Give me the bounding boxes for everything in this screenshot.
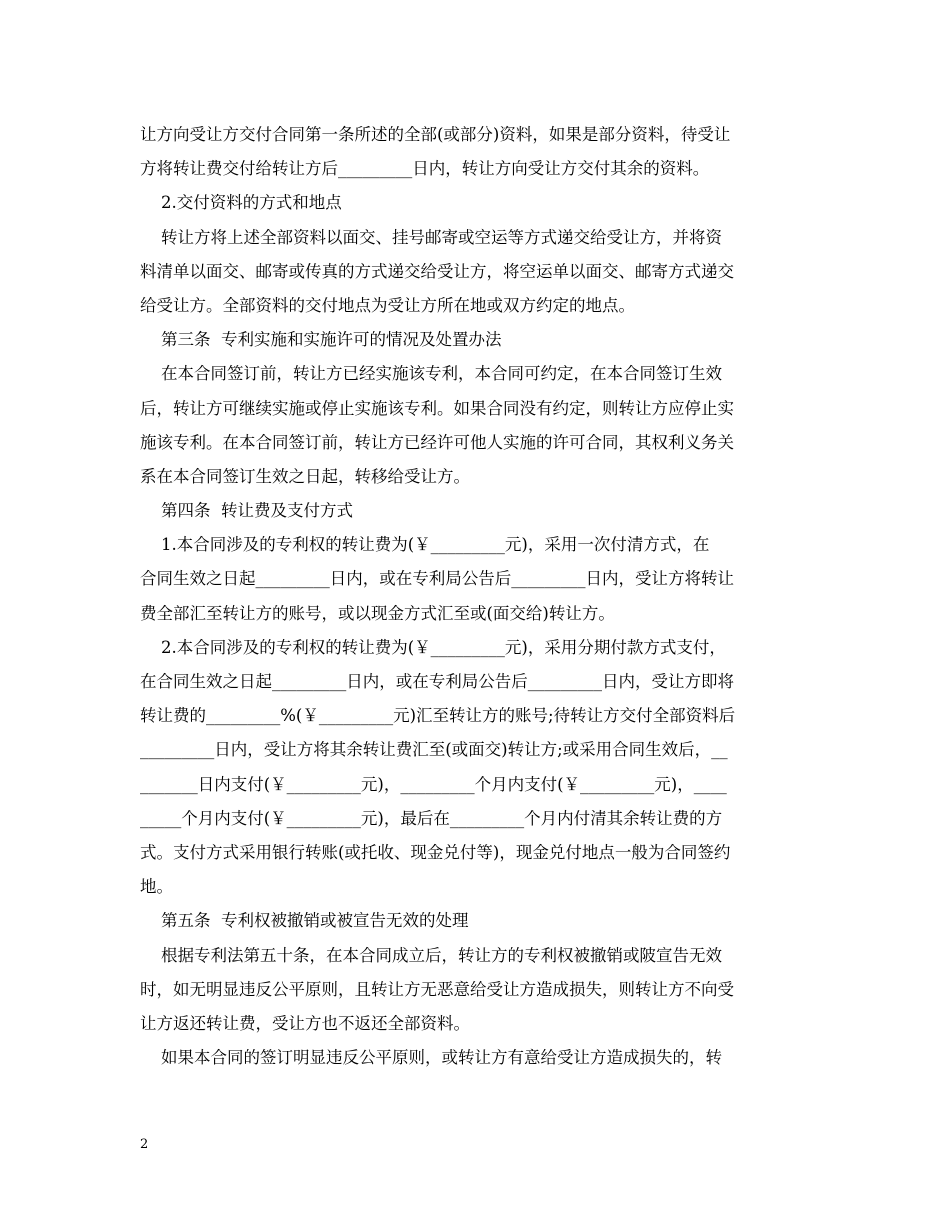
article-heading: 第三条 专利实施和实施许可的情况及处置办法	[140, 330, 502, 350]
text-line: 系在本合同签订生效之日起，转移给受让方。	[140, 466, 470, 486]
text-line: 施该专利。在本合同签订前，转让方已经许可他人实施的许可合同，其权利义务关	[140, 432, 734, 452]
page-number: 2	[140, 1137, 149, 1152]
text-line: 方将转让费交付给转让方后_________日内，转让方向受让方交付其余的资料。	[140, 159, 710, 179]
text-line: 1.本合同涉及的专利权的转让费为(￥_________元)，采用一次付清方式，在	[140, 535, 710, 555]
text-line: 在合同生效之日起_________日内，或在专利局公告后_________日内，受让方即将	[140, 672, 734, 691]
text-line: 如果本合同的签订明显违反公平原则，或转让方有意给受让方造成损失的，转	[140, 1048, 722, 1068]
text-line: 地。	[140, 877, 173, 897]
text-line: 给受让方。全部资料的交付地点为受让方所在地或双方约定的地点。	[140, 295, 635, 315]
text-line: 费全部汇至转让方的账号，或以现金方式汇至或(面交给)转让方。	[140, 603, 615, 623]
text-line: 让方向受让方交付合同第一条所述的全部(或部分)资料，如果是部分资料，待受让	[140, 125, 731, 144]
text-line: 转让方将上述全部资料以面交、挂号邮寄或空运等方式递交给受让方，并将资	[140, 227, 722, 247]
text-line: 料清单以面交、邮寄或传真的方式递交给受让方，将空运单以面交、邮寄方式递交	[140, 261, 734, 281]
text-line: 根据专利法第五十条，在本合同成立后，转让方的专利权被撤销或陂宣告无效	[140, 945, 722, 965]
text-line: 后，转让方可继续实施或停止实施该专利。如果合同没有约定，则转让方应停止实	[140, 398, 734, 418]
text-line: _________日内，受让方将其余转让费汇至(或面交)转让方;或采用合同生效后，__	[140, 740, 728, 760]
text-line: 合同生效之日起_________日内，或在专利局公告后_________日内，受让方将转让	[140, 569, 734, 589]
text-line: _____个月内支付(￥_________元)，最后在_________个月内付清其余转让费的方	[140, 808, 723, 828]
text-line: 转让费的_________%(￥_________元)汇至转让方的账号;待转让方交付全部资料后	[140, 706, 736, 726]
section-heading: 2.交付资料的方式和地点	[140, 193, 342, 213]
article-heading: 第五条 专利权被撤销或被宣告无效的处理	[140, 911, 469, 931]
text-line: _______日内支付(￥_________元)，_________个月内支付(￥_________元)，____	[140, 774, 727, 794]
text-line: 2.本合同涉及的专利权的转让费为(￥_________元)，采用分期付款方式支付，	[140, 637, 726, 657]
document-body	[140, 118, 820, 1075]
text-line: 时，如无明显违反公平原则，且转让方无恶意给受让方造成损失，则转让方不向受	[140, 979, 734, 999]
text-line: 在本合同签订前，转让方已经实施该专利，本合同可约定，在本合同签订生效	[140, 364, 722, 384]
text-line: 式。支付方式采用银行转账(或托收、现金兑付等)，现金兑付地点一般为合同签约	[140, 842, 731, 862]
text-line: 让方返还转让费，受让方也不返还全部资料。	[140, 1013, 470, 1033]
article-heading: 第四条 转让费及支付方式	[140, 501, 353, 521]
